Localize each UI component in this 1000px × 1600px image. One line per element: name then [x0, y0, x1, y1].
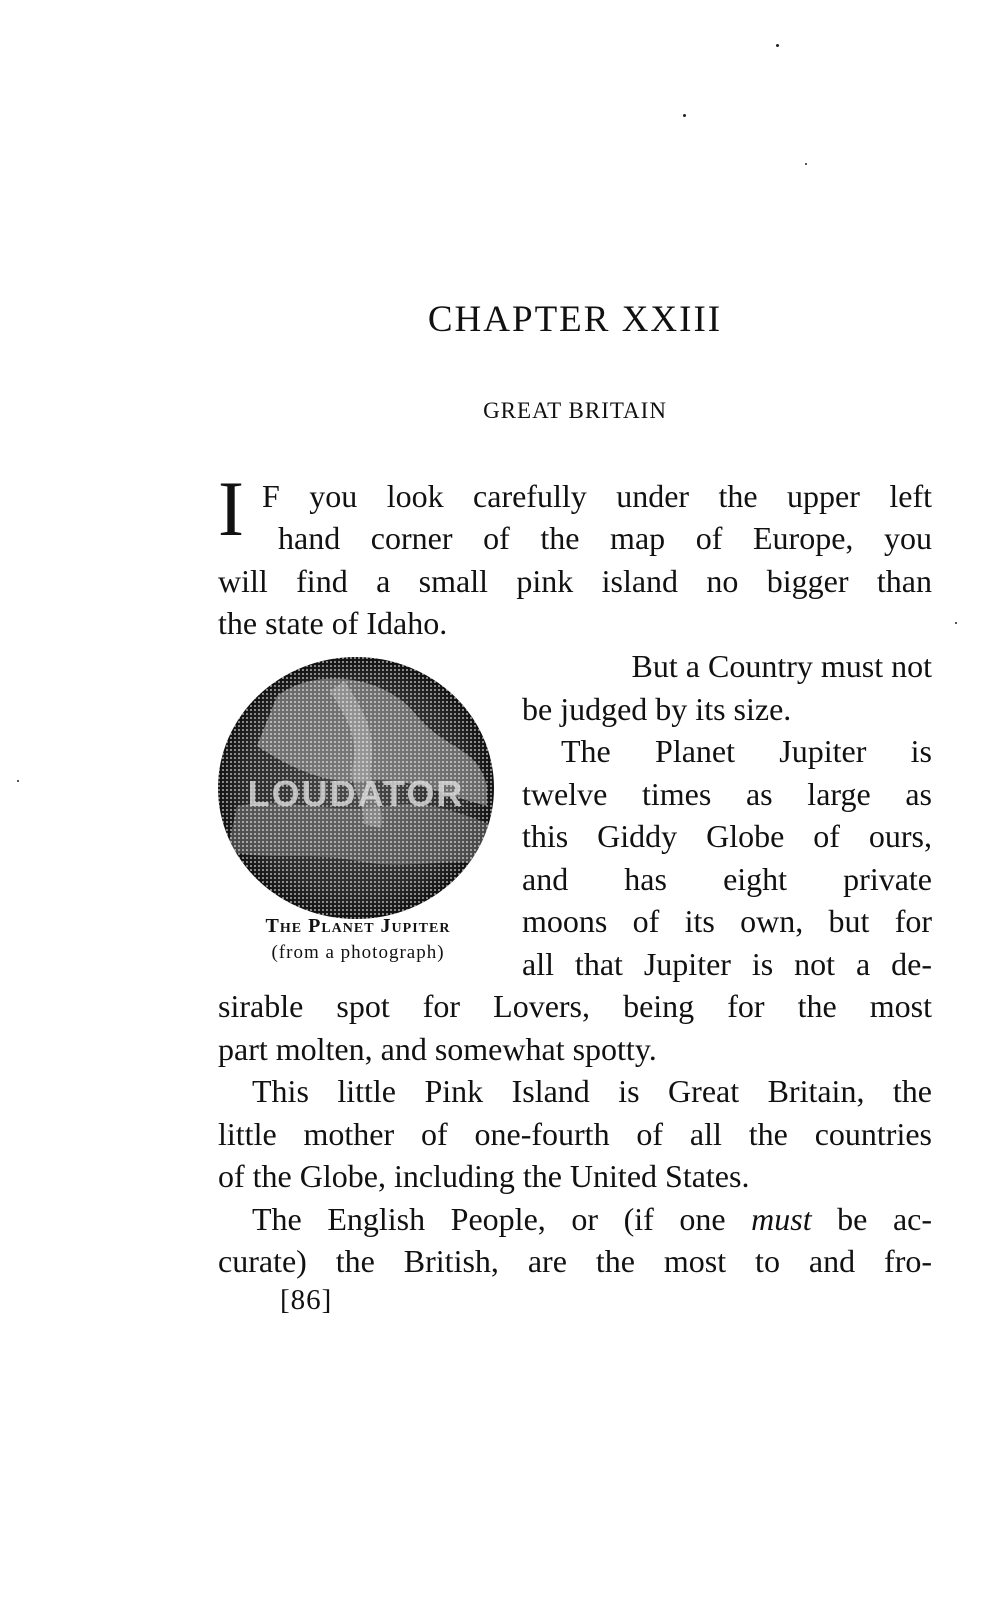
- print-speck: [805, 163, 807, 165]
- paragraph-line: twelve times as large as: [522, 776, 932, 812]
- paragraph-line-emphasis: [252, 1198, 932, 1241]
- drop-cap: I: [218, 465, 244, 552]
- chapter-heading: CHAPTER XXIII: [427, 299, 723, 340]
- text-run: be ac-: [811, 1201, 933, 1237]
- figure-caption-title: The Planet Jupiter: [265, 915, 451, 937]
- paragraph-line: part molten, and somewhat spotty.: [218, 1031, 657, 1067]
- paragraph-line: But a Country must not: [631, 648, 932, 684]
- print-speck: [17, 780, 19, 782]
- paragraph-line: be judged by its size.: [522, 691, 792, 727]
- paragraph-line: of the Globe, including the United States.: [218, 1158, 750, 1194]
- emphasis-word: must: [751, 1201, 812, 1237]
- figure-caption-subtitle: (from a photograph): [271, 942, 445, 963]
- print-speck: [955, 622, 957, 624]
- paragraph-line: moons of its own, but for: [522, 903, 932, 939]
- paragraph-line: will find a small pink island no bigger than: [218, 563, 932, 599]
- paragraph-line: little mother of one-fourth of all the countries: [218, 1116, 932, 1152]
- paragraph-line: sirable spot for Lovers, being for the most: [218, 988, 932, 1024]
- paragraph-line: curate) the British, are the most to and fro-: [218, 1243, 932, 1279]
- paragraph-line: F you look carefully under the upper left: [262, 478, 932, 514]
- jupiter-photograph: [217, 656, 495, 920]
- paragraph-line: this Giddy Globe of ours,: [522, 818, 932, 854]
- paragraph-line: and has eight private: [522, 861, 932, 897]
- text-run: The English People, or (if one: [252, 1201, 752, 1237]
- paragraph-line: the state of Idaho.: [218, 605, 448, 641]
- paragraph-line: hand corner of the map of Europe, you: [278, 520, 932, 556]
- page-number: [86]: [280, 1284, 333, 1316]
- paragraph-line: all that Jupiter is not a de-: [522, 946, 932, 982]
- paragraph-line: This little Pink Island is Great Britain, the: [252, 1073, 932, 1109]
- image-lettering: LOUDATOR: [247, 773, 465, 814]
- chapter-subtitle: GREAT BRITAIN: [483, 398, 667, 423]
- print-speck: [776, 44, 779, 47]
- print-speck: [683, 114, 686, 117]
- paragraph-line: The Planet Jupiter is: [561, 733, 932, 769]
